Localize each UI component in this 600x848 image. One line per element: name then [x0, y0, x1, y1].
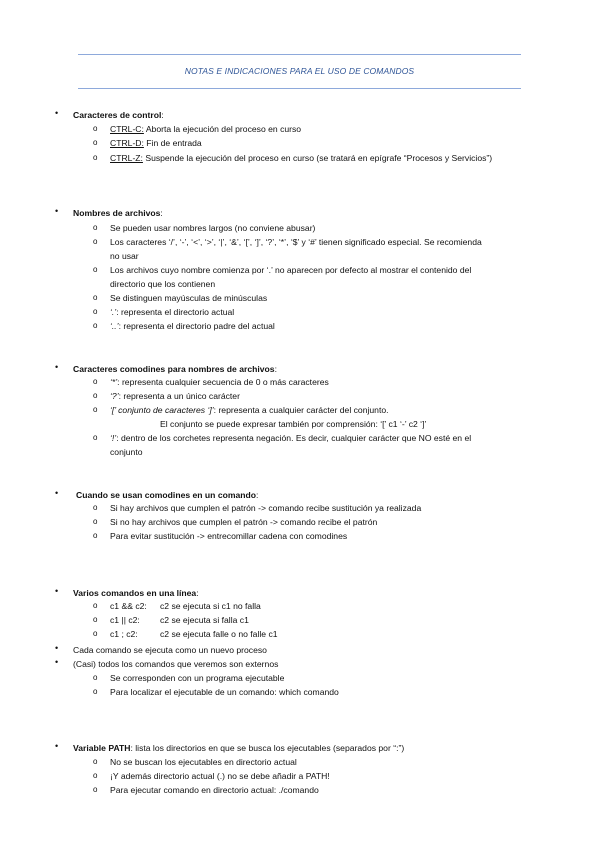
bullet: • — [55, 488, 59, 498]
sub-bullet: o — [93, 757, 98, 766]
list-item: Los caracteres ‘/’, ‘-’, ‘<’, ‘>’, ‘|’, ‘&’, ‘[’, ‘]’, ‘?’, ‘*’, ‘$’ y ‘#’ tienen significado especial. Se recomienda — [110, 237, 482, 247]
list-item: ‘..’: representa el directorio padre del actual — [110, 321, 275, 331]
list-item: Se distinguen mayúsculas de minúsculas — [110, 293, 268, 303]
list-item-continued: directorio que los contienen — [110, 279, 216, 289]
list-item: CTRL-C: Aborta la ejecución del proceso en curso — [110, 124, 302, 134]
list-item: ‘.’: representa el directorio actual — [110, 307, 235, 317]
sub-bullet: o — [93, 673, 98, 682]
sub-bullet: o — [93, 377, 98, 386]
sub-bullet: o — [93, 687, 98, 696]
bullet: • — [55, 108, 59, 118]
sub-bullet: o — [93, 307, 98, 316]
document-title: NOTAS E INDICACIONES PARA EL USO DE COMANDOS — [184, 66, 415, 76]
sub-bullet: o — [93, 265, 98, 274]
bullet: • — [55, 206, 59, 216]
sub-bullet: o — [93, 405, 98, 414]
bullet: • — [55, 586, 59, 596]
list-item: (Casi) todos los comandos que veremos son externos — [73, 659, 279, 669]
command-syntax: c1 || c2: — [110, 615, 140, 625]
sub-bullet: o — [93, 771, 98, 780]
section-heading: Variable PATH: lista los directorios en que se busca los ejecutables (separados por “:”) — [73, 743, 405, 753]
sub-bullet: o — [93, 433, 98, 442]
list-item: Se corresponden con un programa ejecutable — [110, 673, 285, 683]
command-description: c2 se ejecuta falle o no falle c1 — [160, 629, 278, 639]
sub-bullet: o — [93, 601, 98, 610]
list-item: ¡Y además directorio actual (.) no se debe añadir a PATH! — [110, 771, 330, 781]
bullet: • — [55, 643, 59, 653]
list-item-continued: El conjunto se puede expresar también por comprensión: ‘[’ c1 ‘-’ c2 ‘]’ — [160, 419, 427, 429]
list-item-continued: conjunto — [110, 447, 143, 457]
sub-bullet: o — [93, 321, 98, 330]
list-item: No se buscan los ejecutables en directorio actual — [110, 757, 297, 767]
sub-bullet: o — [93, 629, 98, 638]
sub-bullet: o — [93, 391, 98, 400]
list-item: Si hay archivos que cumplen el patrón -> comando recibe sustitución ya realizada — [110, 503, 422, 513]
list-item: ‘[’ conjunto de caracteres ‘]’: representa a cualquier carácter del conjunto. — [110, 405, 389, 415]
sub-bullet: o — [93, 785, 98, 794]
list-item: Los archivos cuyo nombre comienza por ‘.’ no aparecen por defecto al mostrar el contenido del — [110, 265, 472, 275]
command-syntax: c1 && c2: — [110, 601, 147, 611]
sub-bullet: o — [93, 153, 98, 162]
top-rule — [78, 54, 521, 55]
bullet: • — [55, 362, 59, 372]
section-heading: Caracteres de control: — [73, 110, 164, 120]
list-item: Para evitar sustitución -> entrecomillar cadena con comodines — [110, 531, 348, 541]
list-item: CTRL-Z: Suspende la ejecución del proceso en curso (se tratará en epígrafe “Procesos y Servicios”) — [110, 153, 493, 163]
command-description: c2 se ejecuta si falla c1 — [160, 615, 249, 625]
section-heading: Nombres de archivos: — [73, 208, 163, 218]
sub-bullet: o — [93, 138, 98, 147]
sub-bullet: o — [93, 615, 98, 624]
list-item: Para localizar el ejecutable de un comando: which comando — [110, 687, 339, 697]
bullet: • — [55, 657, 59, 667]
list-item: CTRL-D: Fin de entrada — [110, 138, 202, 148]
sub-bullet: o — [93, 124, 98, 133]
sub-bullet: o — [93, 223, 98, 232]
bottom-rule — [78, 88, 521, 89]
command-description: c2 se ejecuta si c1 no falla — [160, 601, 261, 611]
list-item: ‘?’: representa a un único carácter — [110, 391, 240, 401]
list-item: Cada comando se ejecuta como un nuevo proceso — [73, 645, 267, 655]
sub-bullet: o — [93, 531, 98, 540]
section-heading: Cuando se usan comodines en un comando: — [76, 490, 259, 500]
list-item-continued: no usar — [110, 251, 139, 261]
sub-bullet: o — [93, 517, 98, 526]
section-heading: Varios comandos en una línea: — [73, 588, 199, 598]
list-item: ‘*’: representa cualquier secuencia de 0 o más caracteres — [110, 377, 329, 387]
section-heading: Caracteres comodines para nombres de archivos: — [73, 364, 277, 374]
list-item: Si no hay archivos que cumplen el patrón -> comando recibe el patrón — [110, 517, 378, 527]
list-item: Para ejecutar comando en directorio actual: ./comando — [110, 785, 319, 795]
command-syntax: c1 ; c2: — [110, 629, 138, 639]
sub-bullet: o — [93, 293, 98, 302]
list-item: Se pueden usar nombres largos (no conviene abusar) — [110, 223, 316, 233]
bullet: • — [55, 741, 59, 751]
list-item: ‘!’: dentro de los corchetes representa negación. Es decir, cualquier carácter que NO esté en el — [110, 433, 472, 443]
sub-bullet: o — [93, 237, 98, 246]
sub-bullet: o — [93, 503, 98, 512]
